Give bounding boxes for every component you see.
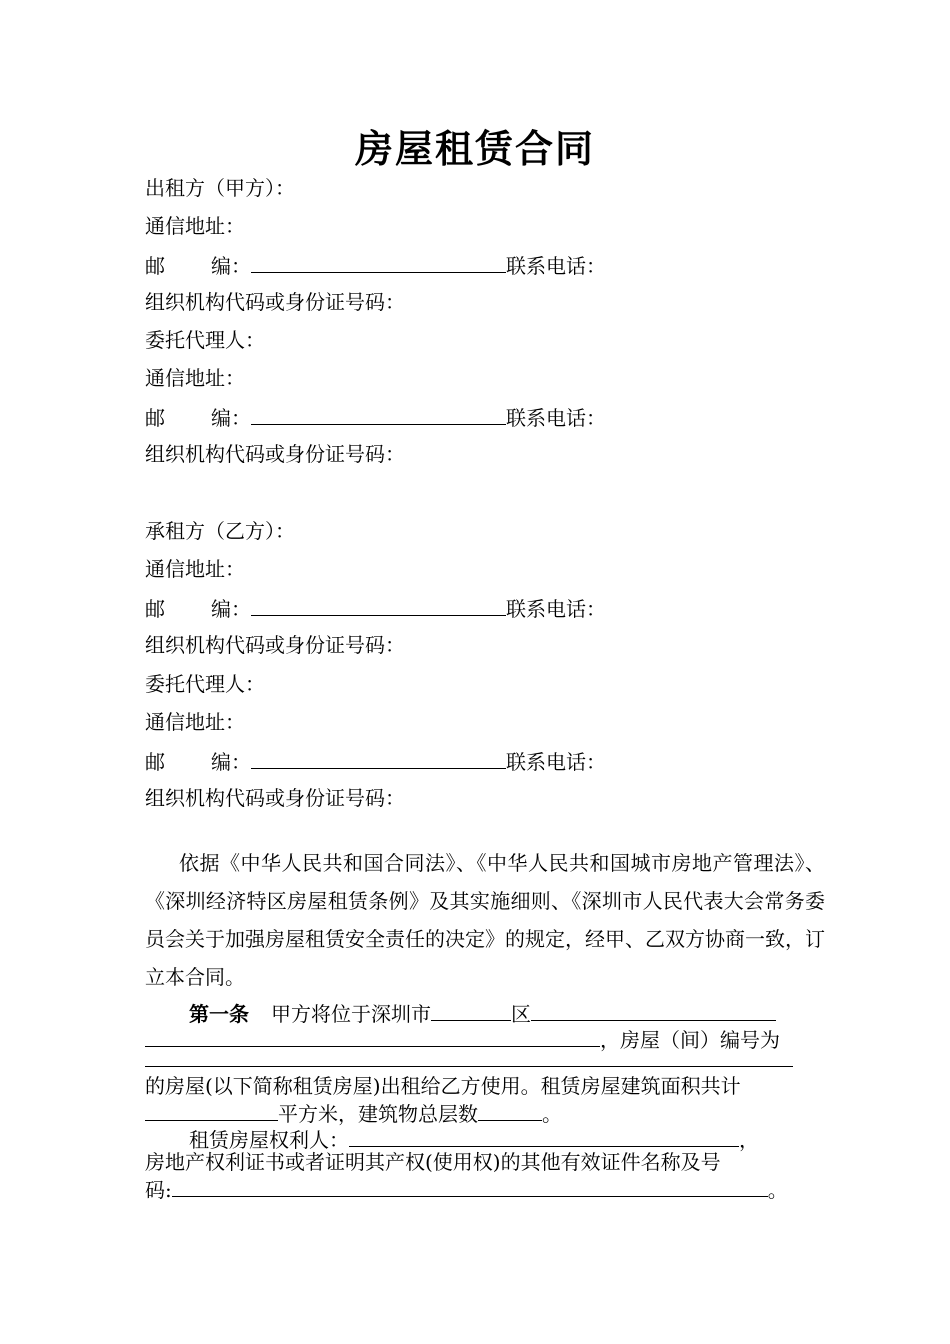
postcode-blank[interactable] [251, 252, 506, 273]
lessor-address: 通信地址： [145, 214, 245, 238]
article1-line5 [145, 1100, 562, 1126]
phone-label: 联系电话： [506, 254, 606, 278]
lessee-id-code: 组织机构代码或身份证号码： [145, 633, 405, 657]
lessor-agent: 委托代理人： [145, 328, 265, 352]
lessor-postcode-line [145, 252, 606, 278]
article1-owner-line [189, 1126, 759, 1152]
article1-cert-line2 [145, 1176, 788, 1202]
lessee-agent-address: 通信地址： [145, 710, 245, 734]
postcode-label-a: 邮 [145, 750, 165, 774]
owner-label: 租赁房屋权利人： [189, 1128, 349, 1152]
lessee-address: 通信地址： [145, 557, 245, 581]
room-number-blank[interactable] [145, 1046, 793, 1067]
lessee-postcode-line [145, 595, 606, 621]
cert-end: 。 [767, 1178, 788, 1202]
postcode-blank[interactable] [251, 748, 506, 769]
address-blank[interactable] [145, 1026, 600, 1047]
postcode-label-a: 邮 [145, 254, 165, 278]
article1-cert-line1: 房地产权利证书或者证明其产权(使用权)的其他有效证件名称及号 [145, 1150, 721, 1174]
postcode-blank[interactable] [251, 404, 506, 425]
article1-label: 第一条 [189, 1002, 249, 1026]
lessor-id-code: 组织机构代码或身份证号码： [145, 290, 405, 314]
lessor-heading: 出租方（甲方）： [145, 176, 295, 200]
floors-blank[interactable] [478, 1100, 542, 1121]
postcode-label-b: 编： [211, 254, 251, 278]
lessor-agent-postcode-line [145, 404, 606, 430]
postcode-label-b: 编： [211, 406, 251, 430]
postcode-label-a: 邮 [145, 597, 165, 621]
article1-line1 [189, 1000, 776, 1026]
postcode-label-b: 编： [211, 750, 251, 774]
contract-title: 房屋租赁合同 [354, 126, 595, 171]
lessee-agent: 委托代理人： [145, 672, 265, 696]
lessee-agent-postcode-line [145, 748, 606, 774]
article1-text-a: 甲方将位于深圳市 [271, 1002, 431, 1026]
article1-line4: 的房屋(以下简称租赁房屋)出租给乙方使用。租赁房屋建筑面积共计 [145, 1074, 741, 1098]
cert-blank[interactable] [172, 1176, 768, 1197]
owner-blank[interactable] [349, 1126, 739, 1147]
district-blank[interactable] [431, 1000, 511, 1021]
preamble-paragraph: 依据《中华人民共和国合同法》、《中华人民共和国城市房地产管理法》、《深圳经济特区房屋租赁条例》及其实施细则、《深圳市人民代表大会常务委员会关于加强房屋租赁安全责任的决定》的规定，经甲、乙双方协商一致，订立本合同。 [145, 851, 825, 989]
article1-text-e: 平方米，建筑物总层数 [278, 1102, 478, 1126]
article1-line3 [145, 1046, 793, 1072]
street-blank[interactable] [531, 1000, 776, 1021]
lessee-heading: 承租方（乙方）： [145, 519, 295, 543]
phone-label: 联系电话： [506, 750, 606, 774]
lessor-agent-id-code: 组织机构代码或身份证号码： [145, 442, 405, 466]
phone-label: 联系电话： [506, 406, 606, 430]
cert-label: 码: [145, 1178, 172, 1202]
postcode-label-a: 邮 [145, 406, 165, 430]
article1-text-c: ，房屋（间）编号为 [600, 1028, 780, 1052]
owner-end: ， [739, 1128, 759, 1152]
area-blank[interactable] [145, 1100, 278, 1121]
article1-text-f: 。 [542, 1102, 562, 1126]
postcode-label-b: 编： [211, 597, 251, 621]
lessee-agent-id-code: 组织机构代码或身份证号码： [145, 786, 405, 810]
phone-label: 联系电话： [506, 597, 606, 621]
article1-text-b: 区 [511, 1002, 531, 1026]
lessor-agent-address: 通信地址： [145, 366, 245, 390]
postcode-blank[interactable] [251, 595, 506, 616]
